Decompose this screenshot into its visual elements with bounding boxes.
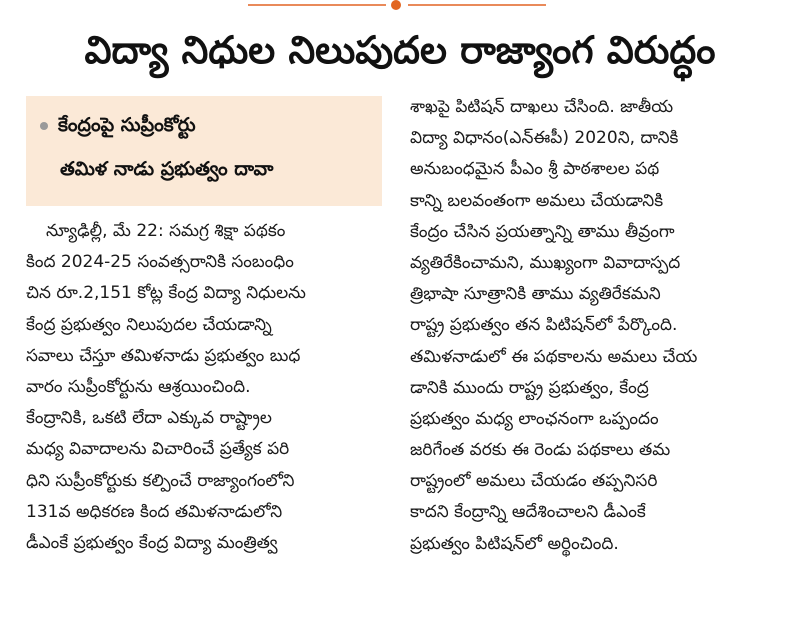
- article-headline: విద్యా నిధుల నిలుపుదల రాజ్యాంగ విరుద్ధం: [84, 28, 716, 72]
- body-line: మధ్య వివాదాలను విచారించే ప్రత్యేక పరి: [26, 439, 290, 460]
- body-line: రాష్ట్రంలో అమలు చేయడం తప్పనిసరి: [410, 471, 658, 492]
- body-line: వ్యతిరేకించామని, ముఖ్యంగా వివాదాస్పద: [410, 252, 681, 273]
- body-line: రాష్ట్ర ప్రభుత్వం తన పిటిషన్‌లో పేర్కొంది.: [410, 315, 678, 336]
- top-rule-left: [248, 4, 386, 6]
- subheading-line-1: [40, 114, 196, 141]
- body-line: చిన రూ.2,151 కోట్ల కేంద్ర విద్యా నిధులను: [26, 283, 306, 304]
- body-line: ప్రభుత్వం మధ్య లాంఛనంగా ఒప్పందం: [410, 408, 659, 429]
- body-line: విద్యా విధానం(ఎన్ఈపీ) 2020ని, దానికి: [410, 128, 679, 149]
- top-ornament-dot: [391, 0, 401, 10]
- body-line: కాదని కేంద్రాన్ని ఆదేశించాలని డీఎంకే: [410, 502, 646, 523]
- body-line: ధిని సుప్రీంకోర్టుకు కల్పించే రాజ్యాంగంలోని: [26, 470, 295, 491]
- article-column-left: [26, 216, 382, 559]
- body-line: న్యూఢిల్లీ, మే 22: సమగ్ర శిక్షా పథకం: [46, 221, 286, 241]
- body-line: వారం సుప్రీంకోర్టును ఆశ్రయించింది.: [26, 376, 251, 397]
- body-line: డానికి ముందు రాష్ట్ర ప్రభుత్వం, కేంద్ర: [410, 377, 649, 398]
- body-line: కేంద్ర ప్రభుత్వం నిలుపుదల చేయడాన్ని: [26, 314, 272, 335]
- body-line: శాఖపై పిటిషన్ దాఖలు చేసింది. జాతీయ: [410, 97, 674, 117]
- subheading-text-1: కేంద్రంపై సుప్రీంకోర్టు: [58, 114, 196, 136]
- body-line: డీఎంకే ప్రభుత్వం కేంద్ర విద్యా మంత్రిత్వ: [26, 532, 278, 553]
- body-line: తమిళనాడులో ఈ పథకాలను అమలు చేయ: [410, 346, 698, 367]
- body-line: అనుబంధమైన పీఎం శ్రీ పాఠశాలల పథ: [410, 159, 660, 180]
- body-line: కేంద్రం చేసిన ప్రయత్నాన్ని తాము తీవ్రంగా: [410, 221, 675, 242]
- top-rule-right: [408, 4, 546, 6]
- body-line: జరిగేంత వరకు ఈ రెండు పథకాలు తమ: [410, 440, 671, 461]
- body-line: త్రిభాషా సూత్రానికి తాము వ్యతిరేకమని: [410, 284, 661, 305]
- subheading-box: [26, 96, 382, 206]
- article-column-right: [410, 92, 776, 560]
- body-line: కింద 2024-25 సంవత్సరానికి సంబంధిం: [26, 252, 294, 273]
- subheading-line-2: తమిళ నాడు ప్రభుత్వం దావా: [60, 158, 274, 180]
- body-line: కాన్ని బలవంతంగా అమలు చేయడానికి: [410, 190, 664, 211]
- body-line: కేంద్రానికి, ఒకటి లేదా ఎక్కువ రాష్ట్రాల: [26, 408, 272, 429]
- body-line: 131వ అధికరణ కింద తమిళనాడులోని: [26, 501, 283, 522]
- body-line: ప్రభుత్వం పిటిషన్‌లో అర్థించింది.: [410, 533, 619, 554]
- body-line: సవాలు చేస్తూ తమిళనాడు ప్రభుత్వం బుధ: [26, 345, 301, 366]
- bullet-icon: [40, 122, 48, 130]
